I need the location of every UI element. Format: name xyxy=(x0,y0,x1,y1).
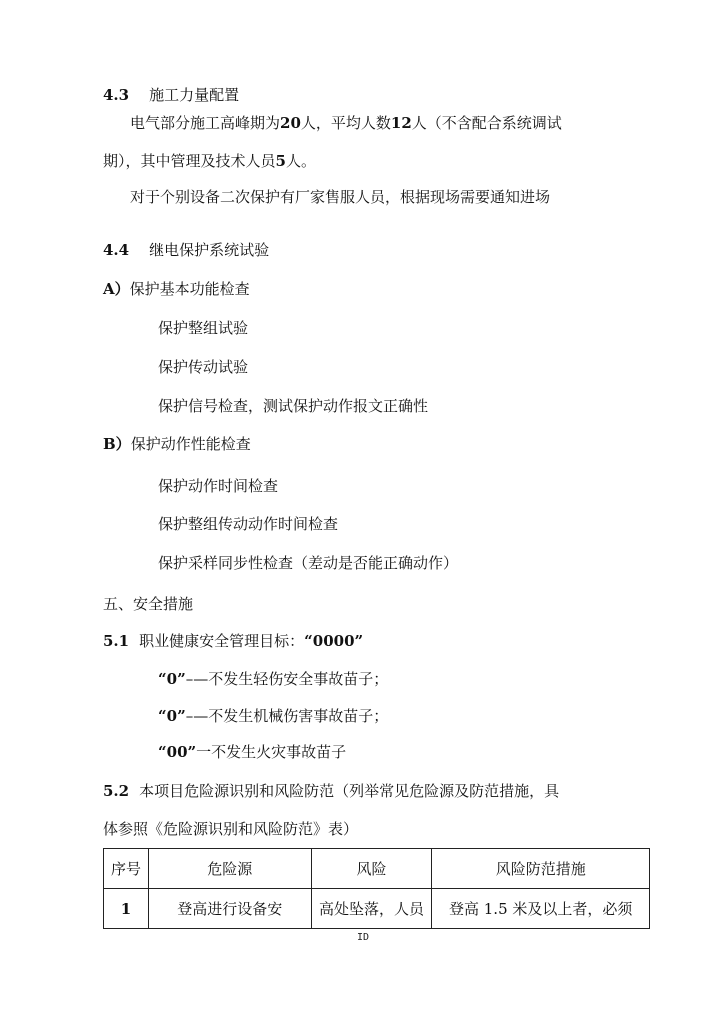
table-cell: 高处坠落，人员 xyxy=(311,889,432,929)
risk-table xyxy=(103,848,650,929)
list-item: 保护传动试验 xyxy=(158,358,249,376)
table-header-cell: 风险防范措施 xyxy=(432,849,650,889)
list-item: 保护整组试验 xyxy=(158,319,249,337)
section-number: 5.1 xyxy=(103,632,130,650)
section-title: 施工力量配置 xyxy=(149,86,240,104)
target-item: “00”一不发生火灾事故苗子 xyxy=(158,743,347,761)
paragraph-vendor-staff: 对于个别设备二次保护有厂家售服人员，根据现场需要通知进场 xyxy=(130,188,551,206)
list-item: 保护信号检查，测试保护动作报文正确性 xyxy=(158,397,429,415)
target-code: “0000” xyxy=(304,632,364,650)
table-cell: 登高 1.5 米及以上者，必须 xyxy=(432,889,650,929)
list-item: 保护动作时间检查 xyxy=(158,477,279,495)
list-marker: A） xyxy=(103,280,130,298)
subheading-b: B）保护动作性能检查 xyxy=(103,435,251,453)
section-4-4-heading xyxy=(103,241,269,259)
subheading-a: A）保护基本功能检查 xyxy=(103,280,250,298)
list-item: 保护采样同步性检查（差动是否能正确动作） xyxy=(158,554,459,572)
table-header-cell: 危险源 xyxy=(148,849,311,889)
chapter-5-heading: 五、安全措施 xyxy=(103,595,194,613)
table-cell: 1 xyxy=(104,889,149,929)
target-item: “0”–—不发生机械伤害事故苗子； xyxy=(158,707,389,725)
table-header-cell: 序号 xyxy=(104,849,149,889)
list-marker: B） xyxy=(103,435,131,453)
table-header-cell: 风险 xyxy=(311,849,432,889)
page-number: ID xyxy=(357,932,370,943)
section-4-3-heading xyxy=(103,86,239,104)
section-number: 5.2 xyxy=(103,782,130,800)
section-5-2-cont: 体参照《危险源识别和风险防范》表） xyxy=(103,820,359,838)
target-item: “0”–—不发生轻伤安全事故苗子； xyxy=(158,670,389,688)
paragraph-peak-staffing: 电气部分施工高峰期为20人，平均人数12人（不含配合系统调试 xyxy=(130,114,562,132)
section-number: 4.3 xyxy=(103,86,130,104)
table-header-row xyxy=(104,849,650,889)
section-5-1-heading: 5.1 职业健康安全管理目标：“0000” xyxy=(103,632,364,650)
section-title: 继电保护系统试验 xyxy=(149,241,270,259)
list-item: 保护整组传动动作时间检查 xyxy=(158,515,339,533)
table-cell: 登高进行设备安 xyxy=(148,889,311,929)
section-number: 4.4 xyxy=(103,241,130,259)
table-row xyxy=(104,889,650,929)
paragraph-peak-staffing-cont: 期），其中管理及技术人员5人。 xyxy=(103,152,316,170)
section-5-2-heading: 5.2 本项目危险源识别和风险防范（列举常见危险源及防范措施，具 xyxy=(103,782,560,800)
